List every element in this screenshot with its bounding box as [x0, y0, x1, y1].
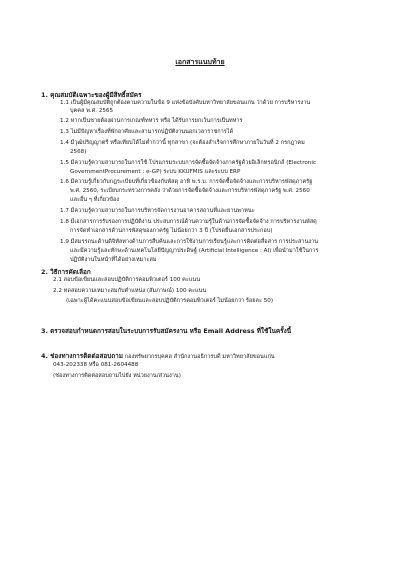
document-title: เอกสารแนบท้าย: [175, 58, 225, 66]
section-3-heading: 3. ตรวจสอบกำหนดการสอบในระบบการรับสมัครงาน หรือ Email Address ที่ใช้ในครั้งนี้: [41, 327, 292, 335]
sec1-line: 1.8 มีเอกสารการรับรองการปฏิบัติงาน ประสบการณ์ด้านความรู้ในด้านการจัดซื้อจัดจ้าง การบริหารงานพัสดุ: [60, 219, 317, 225]
section-4-heading: [41, 351, 275, 361]
sec1-line: 1.2 หากเป็นชายต้องผ่านการเกณฑ์ทหาร หรือ ได้รับการยกเว้นการเป็นทหาร: [60, 118, 243, 124]
sec1-line: 1.4 มีวุฒิปริญญาตรี หรือเทียบได้ไม่ต่ำกว่านี้ ทุกสาขา (จะต้องสำเร็จการศึกษาภายในวันที่ 2 กรกฎาคม: [60, 140, 305, 146]
sec2-line: 2.1 สอบข้อเขียนและสอบปฏิบัติการคอมพิวเตอร์ 100 คะแนน: [53, 277, 201, 283]
sec1-line: และมีความรู้และทักษะด้านเทคโนโลยีปัญญาประดิษฐ์ (Artificial Intelligence : AI) เพื่อนำมาใช้ในการ: [70, 248, 319, 254]
sec1-line: ปฏิบัติงานในหน้าที่ได้อย่างเหมาะสม: [70, 257, 157, 263]
sec1-line: 1.3 ไม่มีปัญหาเรื่องที่พักอาศัยและสามารถปฏิบัติงานนอกเวลาราชการได้: [60, 129, 234, 135]
contact-phone: 043-202338 หรือ 081-2604488: [53, 362, 139, 368]
section-4-heading-label: 4. ช่องทางการติดต่อสอบถาม: [41, 352, 123, 360]
section-2-heading: 2. วิธีการคัดเลือก: [41, 268, 91, 276]
sec1-line: และอื่น ๆ ที่เกี่ยวข้อง: [70, 197, 120, 203]
section-4-contact-org: กองทรัพยากรบุคคล สำนักงานอธิการบดี มหาวิทยาลัยขอนแก่น: [122, 354, 275, 360]
sec1-line: บุคคล พ.ศ. 2565: [70, 108, 114, 114]
sec1-line: การจัดทำเอกสารด้านการพัสดุของภาครัฐ ไม่น้อยกว่า 3 ปี (โปรดยื่นเอกสารประกอบ): [70, 228, 273, 234]
sec1-line: 1.9 มีสมรรถนะด้านดิจิทัลทางด้านการสืบค้นและการใช้งานการเรียนรู้และการคิดต่อสื่อสาร การประสานงาน: [60, 239, 319, 245]
sec2-line: (เฉพาะผู้ได้คะแนนสอบข้อเขียนและสอบปฏิบัติการคอมพิวเตอร์ ไม่น้อยกว่า ร้อยละ 50): [66, 298, 274, 304]
sec1-line: 1.5 มีความรู้ความสามารถในการใช้ โปรแกรมระบบการจัดซื้อจัดจ้างภาครัฐด้วยอิเล็กทรอนิกส์ (Electronic: [60, 160, 316, 166]
sec1-line: GovernmentProcurement : e-GP) ระบบ KKUFMIS และระบบ ERP: [70, 169, 241, 175]
sec1-line: 1.1 เป็นผู้มีคุณสมบัติถูกต้องตามความในข้อ 9 แห่งข้อบังคับมหาวิทยาลัยขอนแก่น ว่าด้วย การบริหารงาน: [60, 100, 311, 106]
section-1-heading: 1. คุณสมบัติเฉพาะของผู้มีสิทธิ์สมัคร: [41, 91, 142, 99]
sec1-line: 1.7 มีความรู้ความสามารถในการบริหารจัดการงานอาคารสถานที่และยานพาหนะ: [60, 208, 255, 214]
sec1-line: 1.6 มีความรู้เกี่ยวกับกฎระเบียบที่เกี่ยวข้องกับพัสดุ อาทิ พ.ร.บ. การจัดซื้อจัดจ้างและการบริหารพัสดุภาครัฐ: [60, 179, 313, 185]
contact-note: (ช่องทางการติดต่อสอบถามไปยัง หน่วยงาน/ส่วนงาน): [53, 373, 181, 379]
sec1-line: พ.ศ. 2560, ระเบียบกระทรวงการคลัง ว่าด้วยการจัดซื้อจัดจ้างและการบริหารพัสดุภาครัฐ พ.ศ. 2560: [70, 188, 310, 194]
sec1-line: 2568): [70, 149, 87, 155]
sec2-line: 2.2 ทดสอบความเหมาะสมกับตำแหน่ง (สัมภาษณ์) 100 คะแนน: [53, 288, 207, 294]
